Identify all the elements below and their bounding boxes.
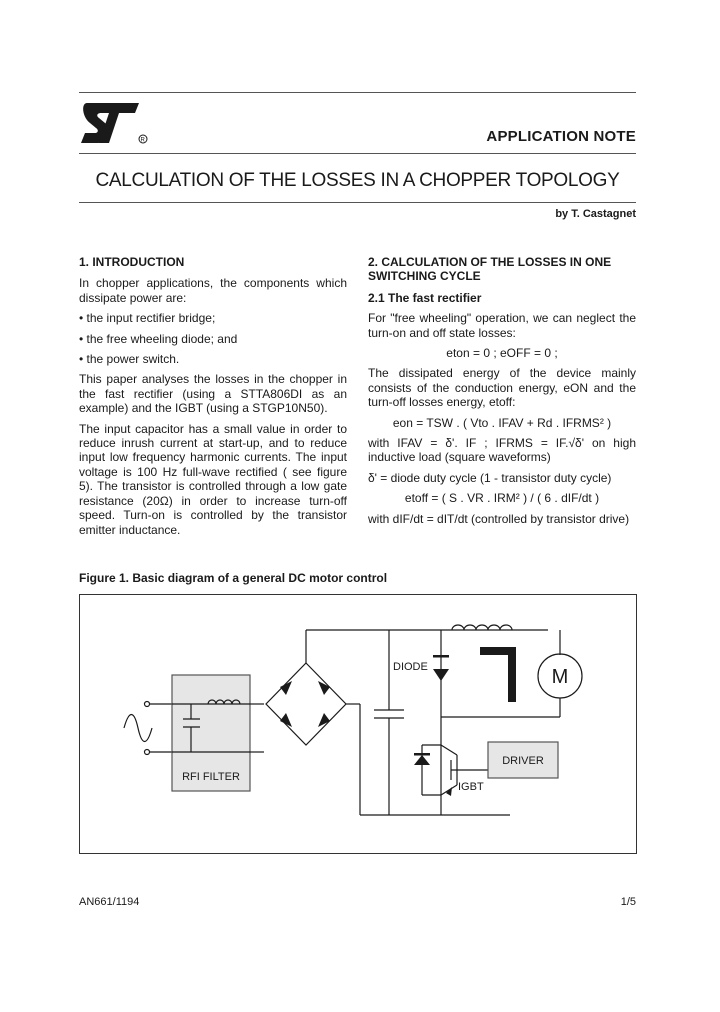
equation: eton = 0 ; eOFF = 0 ; xyxy=(446,346,558,361)
figure-caption: Figure 1. Basic diagram of a general DC motor control xyxy=(79,571,388,585)
svg-text:R: R xyxy=(140,137,145,144)
paragraph: δ' = diode duty cycle (1 - transistor duty cycle) xyxy=(368,470,612,485)
ac-source-symbol xyxy=(124,702,172,755)
st-logo xyxy=(79,99,149,147)
paragraph: with dIF/dt = dIT/dt (controlled by transistor drive) xyxy=(368,511,630,526)
bridge-rectifier xyxy=(266,663,346,745)
igbt-label: IGBT xyxy=(458,781,484,793)
author: by T. Castagnet xyxy=(555,208,636,220)
paragraph: For "free wheeling" operation, we can neglect the turn-on and off state losses: xyxy=(368,311,636,340)
paragraph: The dissipated energy of the device mainly consists of the conduction energy, eON and the turn-off losses energy, etoff: xyxy=(368,366,636,410)
intro-paragraph: In chopper applications, the components which dissipate power are: xyxy=(79,276,347,305)
bullet-item: • the power switch. xyxy=(79,352,180,367)
section-heading-calculation: 2. CALCULATION OF THE LOSSES IN ONE SWITCHING CYCLE xyxy=(368,255,612,284)
page-number: 1/5 xyxy=(620,896,636,908)
bullet-item: • the input rectifier bridge; xyxy=(79,311,216,326)
equation: eon = TSW . ( Vto . IFAV + Rd . IFRMS² ) xyxy=(392,415,612,430)
right-column xyxy=(368,255,636,532)
motor-label: M xyxy=(551,666,569,688)
diode-label: DIODE xyxy=(393,661,428,673)
driver-label: DRIVER xyxy=(502,755,544,767)
paragraph: The input capacitor has a small value in order to reduce inrush current at start-up, and to reduce input low frequency harmonic currents. The input voltage is 100 Hz full-wave rectified ( see figure 5). The transistor is controlled through a low gate resistance (20Ω) in order to increase turn-off speed. Turn-on is controlled by the transistor emitter inductance. xyxy=(79,421,347,537)
title-rule xyxy=(79,202,636,203)
bullet-item: • the free wheeling diode; and xyxy=(79,331,238,346)
equation: etoff = ( S . VR . IRM² ) / ( 6 . dIF/dt ) xyxy=(404,491,600,506)
section-heading-introduction: 1. INTRODUCTION xyxy=(79,255,185,269)
header-rule xyxy=(79,153,636,154)
document-id: AN661/1194 xyxy=(79,896,140,908)
paragraph: with IFAV = δ'. IF ; IFRMS = IF.√δ' on high inductive load (square waveforms) xyxy=(368,436,636,465)
paragraph: This paper analyses the losses in the chopper in the fast rectifier (using a STTA806DI as an example) and the IGBT (using a STGP10N50). xyxy=(79,372,347,416)
figure-frame xyxy=(79,594,637,854)
rfi-filter-label: RFI FILTER xyxy=(182,771,240,783)
left-column xyxy=(79,255,347,543)
circuit-diagram xyxy=(80,595,636,853)
page-title: CALCULATION OF THE LOSSES IN A CHOPPER TOPOLOGY xyxy=(95,170,620,191)
subheading-fast-rectifier: 2.1 The fast rectifier xyxy=(368,290,482,305)
document-type: APPLICATION NOTE xyxy=(486,128,636,145)
top-rule xyxy=(79,92,636,93)
